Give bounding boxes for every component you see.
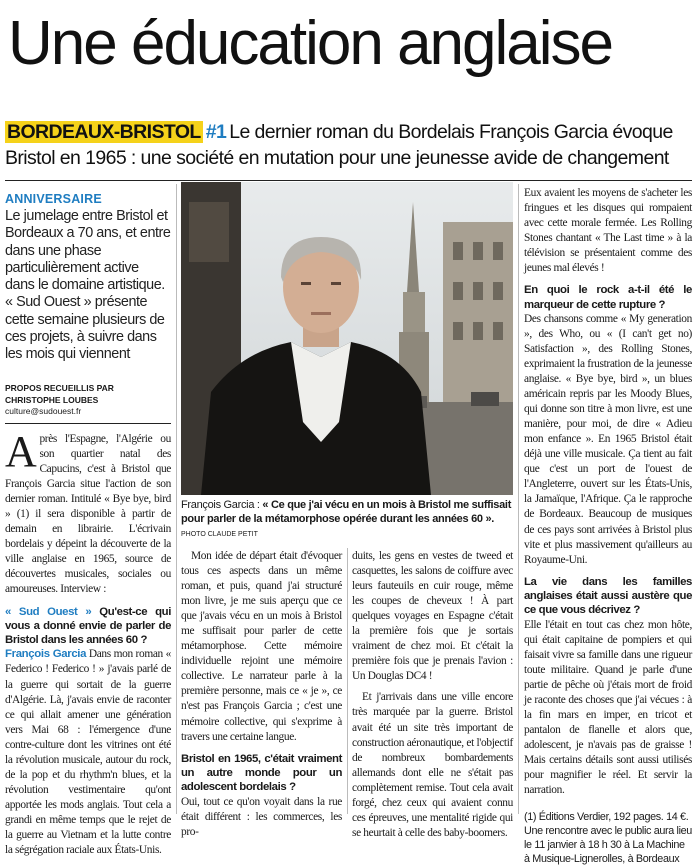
caption-name: François Garcia : (181, 499, 263, 511)
deck-kicker: BORDEAUX-BRISTOL (7, 121, 201, 143)
drop-cap: A (5, 427, 37, 476)
col3-paragraph-2: Et j'arrivais dans une ville encore très marquée par la guerre. Bristol avait été un site très important de construction aéronautique, et l'objectif de nombreux bombardements allemands dont elle ne s'était pas complètement remise. Tout cela avait forgé, chez ceux qui avaient connu ces épreuves, une mentalité rigide qui se heurtait à celle des baby-boomers. (352, 691, 513, 839)
byline-line2: CHRISTOPHE LOUBES (5, 394, 99, 405)
intro-label: ANNIVERSAIRE (5, 192, 102, 206)
series-number: #1 (205, 121, 227, 143)
byline-rule (5, 423, 171, 424)
caption-quote: « Ce que j'ai vécu en un mois à Bristol me suffisait pour parler de la métamorphose opérée durant les années 60 ». (181, 499, 512, 525)
intro-box (5, 192, 171, 364)
deck (5, 119, 695, 171)
lede-paragraph (5, 427, 171, 598)
top-rule (5, 180, 692, 181)
answer-1-text: Dans mon roman « Federico ! Federico ! » j'avais parlé de la guerre qui sortait de la guerre d'Algérie. Là, j'avais envie de raconter ce qui allait amener une génération vers Mai 68 : l'émergence d'une contre-culture dont les vitrines ont été la révolution musicale, autour du rock, de la pop et du rhythm'n blues, et la révolution vestimentaire qu'ont apportée les mods anglais. Tout cela a grandi en même temps que le rejet de la guerre au Vietnam et la lutte contre la ségrégation raciale aux États-Unis. (5, 648, 171, 857)
answer-4: Elle l'était en tout cas chez mon hôte, qui était capitaine de pompiers et qui faisait vivre sa famille dans une rigueur toute militaire. Quand je parle d'une partie de pêche où j'étais mort de froid je raconte des choses que j'ai vécues : à la fin mars en imper, en tricot et pantalon de flanelle et alors que, adolescent, je n'avais pas de graisse ! Mais certains détails sont aussi utilisés pour magnifier le réel. Et servir la narration. (524, 618, 692, 797)
column-1 (5, 427, 171, 858)
photo-credit: PHOTO CLAUDE PETIT (181, 531, 258, 538)
answer-speaker: François Garcia (5, 648, 87, 661)
answer-1 (5, 647, 171, 858)
question-4: La vie dans les familles anglaises était aussi austère que ce que vous décrivez ? (524, 575, 692, 617)
col2-paragraph-1: Mon idée de départ était d'évoquer tous ces aspects dans un même roman, et puis, quand j'ai structuré mon livre, je me suis aperçu que ce que j'avais vécu en un mois à Bristol me suffisait pour parler de cette métamorphose. Cette mémoire individuelle rejoint une mémoire collective. Le narrateur parle à la première personne, mais ce « je », ce n'est pas François Garcia ; c'est une mémoire collective, qui s'exprime à travers une certaine langue. (181, 550, 342, 743)
question-3: En quoi le rock a-t-il été le marqueur de cette rupture ? (524, 284, 692, 311)
intro-text: Le jumelage entre Bristol et Bordeaux a 70 ans, et entre dans une phase particulièrement active dans le domaine artistique. « Sud Ouest » présente cette semaine plusieurs de ces projets, à suivre dans les mois qui viennent (5, 208, 171, 363)
deck-text: Le dernier roman du Bordelais François Garcia évoque Bristol en 1965 : une société en mutation pour une jeunesse avide de changement (5, 121, 673, 169)
question-1 (5, 605, 171, 648)
col4-paragraph-1: Eux avaient les moyens de s'acheter les fringues et les disques qui rompaient avec cette morale fermée. Les Rolling Stones chantant « The Last time » à la télévision se présentaient comme des jeunes mal élevés ! (524, 187, 692, 275)
footnote: (1) Éditions Verdier, 192 pages. 14 €. Une rencontre avec le public aura lieu le 11 janvier à 18 h 30 à La Machine à Musique-Lignerolles, à Bordeaux (524, 811, 692, 866)
column-divider-1 (176, 184, 177, 814)
column-2 (181, 549, 342, 840)
byline-line1: PROPOS RECUEILLIS PAR (5, 383, 114, 393)
column-3 (352, 549, 513, 841)
column-4 (524, 186, 692, 866)
author-photo-illustration (181, 182, 513, 495)
question-2: Bristol en 1965, c'était vraiment un autre monde pour un adolescent bordelais ? (181, 752, 342, 794)
byline (5, 383, 171, 418)
answer-3: Des chansons comme « My generation », des Who, ou « (I can't get no) Satisfaction », des Rolling Stones, exprimaient la frustration de la jeunesse anglaise. « Bye bye, bird », un blues américain repris par les Moody Blues, qui donne son titre à mon livre, est une manière, pour moi, de dire « Adieu mon enfance ». En 1965 Bristol était déjà une ville musicale. Ça tient au fait que c'est un port de l'ouest de l'Angleterre, ouvert sur les États-Unis, la Jamaïque, l'Afrique. Ça le rapproche de Bordeaux. Beaucoup de musiques de ces pays sont arrivées à Bristol plus vite et plus massivement qu'ailleurs au Royaume-Uni. (524, 312, 692, 566)
author-photo (181, 182, 513, 495)
byline-email[interactable]: culture@sudouest.fr (5, 406, 82, 416)
question-1-speaker: « Sud Ouest » (5, 605, 92, 618)
question-1-text: Qu'est-ce qui vous a donné envie de parler de Bristol dans les années 60 ? (5, 605, 171, 647)
column-divider-2 (347, 548, 348, 814)
lede-text: près l'Espagne, l'Algérie ou son quartier natal des Capucins, c'est à Bristol que François Garcia situe l'action de son dernier roman. Intitulé « Bye bye, bird » (1) il sera disponible à partir de demain en librairie. L'écrivain bordelais y dépeint la découverte de la ville anglaise en 1965, source de découvertes musicales, sociales ou amoureuses. Interview : (5, 433, 171, 596)
photo-caption (181, 498, 513, 542)
col3-paragraph-1: duits, les gens en vestes de tweed et casquettes, les salons de coiffure avec leurs fauteuils en cuir rouge, même les coupes de cheveux ! À part quelques voyages en Espagne c'était la première fois que je sortais vraiment de chez moi. Et c'était la première fois que je prenais l'avion : Un Douglas DC4 ! (352, 550, 513, 683)
column-divider-3 (518, 184, 519, 814)
answer-2: Oui, tout ce qu'on voyait dans la rue était différent : les commerces, les pro- (181, 795, 342, 838)
headline: Une éducation anglaise (8, 9, 613, 78)
